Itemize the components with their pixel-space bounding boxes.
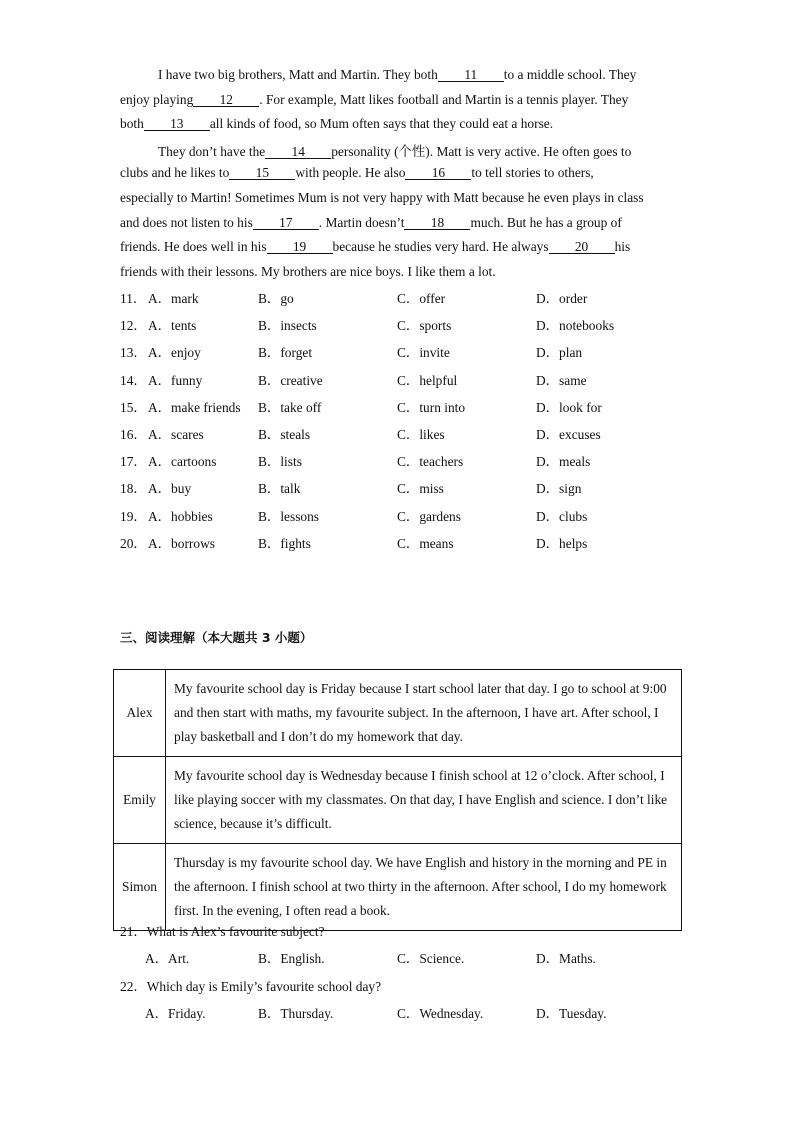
option-c[interactable]: C．helpful	[397, 372, 458, 388]
option-a[interactable]: A．buy	[148, 481, 192, 497]
option-c[interactable]: C．gardens	[397, 508, 461, 524]
option-b[interactable]: B．steals	[258, 427, 311, 442]
option-b[interactable]: B．Thursday.	[258, 1005, 334, 1021]
student-name: Simon	[114, 844, 166, 931]
answer-blank: 12	[193, 94, 259, 107]
passage-line	[120, 190, 644, 206]
table-row	[114, 757, 682, 844]
passage-line	[120, 264, 496, 280]
passage-text: . For example, Matt likes football and Martin is a tennis player. They	[259, 91, 629, 107]
student-text: My favourite school day is Wednesday because I finish school at 12 o’clock. After school, I like playing soccer with my classmates. On that day, I have English and science. I don’t like science, because it’s difficult.	[166, 757, 682, 844]
question-text: 21．What is Alex’s favourite subject?	[120, 924, 325, 939]
option-d[interactable]: D．clubs	[536, 508, 588, 524]
passage-text: . Martin doesn’t	[318, 214, 405, 230]
option-d[interactable]: D．Maths.	[536, 951, 596, 966]
option-b[interactable]: B．fights	[258, 535, 311, 551]
option-a[interactable]: A．Art.	[145, 951, 190, 966]
student-text: Thursday is my favourite school day. We have English and history in the morning and PE in the afternoon. I finish school at two thirty in the afternoon. After school, I do my homework first. In the evening, I often read a book.	[166, 844, 682, 931]
passage-text: clubs and he likes to	[120, 165, 230, 181]
answer-blank: 20	[549, 241, 615, 254]
passage-text: with people. He also	[295, 165, 406, 181]
passage-line	[120, 215, 622, 231]
option-b[interactable]: B．creative	[258, 372, 323, 388]
question-number: 14．	[120, 372, 147, 388]
option-d[interactable]: D．same	[536, 372, 587, 388]
answer-blank: 11	[438, 69, 504, 82]
student-text: My favourite school day is Friday because I start school later that day. I go to school at 9:00 and then start with maths, my favourite subject. In the afternoon, I have art. After school, I play basketball and I don’t do my homework that day.	[166, 670, 682, 757]
passage-text: I have two big brothers, Matt and Martin. They both	[158, 67, 438, 82]
option-c[interactable]: C．turn into	[397, 399, 466, 415]
option-a[interactable]: A．cartoons	[148, 454, 217, 470]
passage-text: especially to Martin! Sometimes Mum is not very happy with Matt because he even plays in class	[120, 190, 644, 205]
question-number: 15．	[120, 399, 147, 415]
option-b[interactable]: B．English.	[258, 951, 325, 966]
passage-text: his	[614, 239, 631, 255]
table-row	[114, 670, 682, 757]
option-d[interactable]: D．Tuesday.	[536, 1005, 607, 1021]
student-name: Alex	[114, 670, 166, 757]
option-d[interactable]: D．sign	[536, 481, 582, 497]
option-a[interactable]: A．enjoy	[148, 345, 201, 361]
option-c[interactable]: C．invite	[397, 345, 450, 361]
option-d[interactable]: D．order	[536, 291, 588, 306]
question-number: 13．	[120, 345, 147, 361]
option-a[interactable]: A．funny	[148, 372, 203, 388]
option-b[interactable]: B．talk	[258, 481, 301, 497]
option-d[interactable]: D．helps	[536, 535, 588, 551]
passage-text: enjoy playing	[120, 91, 194, 107]
answer-blank: 13	[144, 118, 210, 131]
option-d[interactable]: D．look for	[536, 399, 602, 415]
answer-blank: 17	[253, 217, 319, 230]
option-a[interactable]: A．mark	[148, 291, 199, 306]
passage-text: to tell stories to others,	[471, 165, 594, 181]
option-d[interactable]: D．notebooks	[536, 318, 615, 334]
option-c[interactable]: C．means	[397, 535, 454, 551]
option-c[interactable]: C．Wednesday.	[397, 1005, 484, 1021]
option-a[interactable]: A．hobbies	[148, 508, 213, 524]
student-name: Emily	[114, 757, 166, 844]
option-a[interactable]: A．Friday.	[145, 1005, 206, 1021]
passage-text: much. But he has a group of	[470, 214, 622, 230]
passage-text: and does not listen to his	[120, 214, 253, 230]
option-c[interactable]: C．miss	[397, 481, 444, 497]
passage-line	[120, 116, 553, 132]
question-number: 18．	[120, 481, 147, 497]
question-number: 20．	[120, 535, 147, 551]
option-b[interactable]: B．insects	[258, 318, 317, 334]
option-c[interactable]: C．teachers	[397, 454, 464, 470]
passage-text: friends with their lessons. My brothers are nice boys. I like them a lot.	[120, 263, 496, 279]
passage-line	[120, 165, 594, 181]
passage-line	[158, 141, 631, 160]
passage-text: personality (个性). Matt is very active. He often goes to	[331, 143, 632, 159]
option-a[interactable]: A．tents	[148, 318, 197, 334]
option-c[interactable]: C．offer	[397, 291, 446, 306]
option-b[interactable]: B．lists	[258, 454, 302, 470]
passage-text: because he studies very hard. He always	[332, 239, 549, 255]
question-number: 11．	[120, 291, 147, 306]
reading-table	[113, 669, 682, 931]
option-b[interactable]: B．lessons	[258, 508, 320, 524]
passage-text: to a middle school. They	[503, 67, 637, 82]
option-b[interactable]: B．take off	[258, 399, 322, 415]
answer-blank: 16	[405, 167, 471, 180]
answer-blank: 14	[265, 146, 331, 159]
answer-blank: 18	[404, 217, 470, 230]
option-c[interactable]: C．likes	[397, 427, 445, 442]
passage-text: They don’t have the	[158, 143, 266, 159]
option-d[interactable]: D．meals	[536, 454, 591, 470]
question-number: 16．	[120, 427, 147, 442]
question-number: 17．	[120, 454, 147, 470]
option-c[interactable]: C．sports	[397, 318, 452, 334]
option-a[interactable]: A．scares	[148, 427, 204, 442]
passage-text: friends. He does well in his	[120, 239, 267, 255]
passage-line	[120, 239, 630, 255]
section-heading: 三、阅读理解（本大题共 3 小题）	[120, 630, 313, 645]
answer-blank: 19	[267, 241, 333, 254]
option-d[interactable]: D．plan	[536, 345, 583, 361]
table-row	[114, 844, 682, 931]
option-b[interactable]: B．forget	[258, 345, 313, 361]
option-b[interactable]: B．go	[258, 291, 294, 306]
passage-text: both	[120, 116, 144, 132]
answer-blank: 15	[229, 167, 295, 180]
question-text: 22．Which day is Emily’s favourite school day?	[120, 978, 382, 994]
question-number: 12．	[120, 318, 147, 334]
option-c[interactable]: C．Science.	[397, 951, 465, 966]
option-a[interactable]: A．make friends	[148, 399, 241, 415]
passage-line	[120, 92, 628, 108]
option-d[interactable]: D．excuses	[536, 427, 601, 442]
passage-text: all kinds of food, so Mum often says that they could eat a horse.	[209, 116, 554, 132]
passage-line	[158, 67, 636, 83]
option-a[interactable]: A．borrows	[148, 535, 215, 551]
question-number: 19．	[120, 508, 147, 524]
